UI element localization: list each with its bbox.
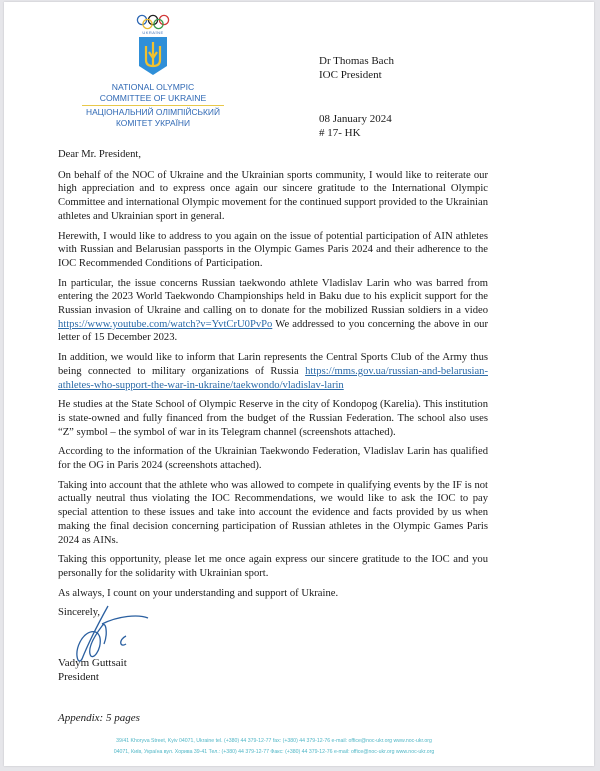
date-reference-block (319, 112, 392, 140)
org-name-ua (78, 107, 228, 128)
paragraph: He studies at the State School of Olympic Reserve in the city of Kondopog (Karelia). This institution is state-owned and fully financed from the budget of the Russian Federation. The school also uses “Z” symbol – the symbol of war in its Telegram channel (screenshots attached). (58, 399, 488, 438)
paragraph: Taking into account that the athlete who was allowed to compete in qualifying events by the IF is not actually neutral thus violating the IOC Recommendations, we would like to ask the IOC to pay special attention to these issues and take into account the evidence and facts provided by us when making the final decision concerning participation of Russian athletes in the Olympic Games Paris 2024 as AINs. (58, 479, 488, 546)
signature-area (58, 606, 488, 656)
paragraph-text: In particular, the issue concerns Russian taekwondo athlete Vladislav Larin who was barred from entering the 2023 World Taekwondo Championships held in Baku due to his explicit support for the Russian invasion of Ukraine and calling on to donate for the mobilized Russian soldiers in a video (58, 277, 488, 317)
greeting: Dear Mr. President, (58, 149, 141, 160)
paragraph: On behalf of the NOC of Ukraine and the Ukrainian sports community, I would like to reiterate our high appreciation and to express once again our sincere gratitude to the International Olympic Committee and international Olympic movement for the continued support provided to the Ukrainian athletes and Ukrainian sport in general. (58, 169, 488, 222)
org-name-en (78, 82, 228, 104)
org-name-ua-line1: НАЦІОНАЛЬНИЙ ОЛІМПІЙСЬКИЙ (86, 107, 220, 117)
logo-country-label: UKRAЇNE (142, 30, 164, 35)
handwritten-signature-icon (68, 604, 178, 664)
addressee-name: Dr Thomas Bach (319, 55, 394, 67)
letterhead-logo (78, 14, 228, 128)
paragraph-text: We addressed to you concerning the above in our letter of 15 December 2023. (58, 318, 488, 344)
org-name-en-line1: NATIONAL OLYMPIC (111, 82, 195, 92)
addressee-title: IOC President (319, 69, 382, 81)
letter-date: 08 January 2024 (319, 113, 392, 125)
paragraph: Taking this opportunity, please let me once again express our sincere gratitude to the IOC and you personally for the solidarity with Ukrainian sport. (58, 554, 488, 579)
paragraph-text: In addition, we would like to inform that Larin represents the Central Sports Club of the Army thus being connected to military organizations of Russia (58, 352, 488, 377)
trident-shield-icon (138, 36, 168, 76)
letter-page (4, 2, 594, 766)
closing: Sincerely, (58, 607, 100, 619)
paragraph: As always, I count on your understanding and support of Ukraine. (58, 587, 339, 599)
signer-title: President (58, 671, 99, 684)
letter-body (58, 148, 488, 684)
mms-gov-link[interactable]: https://mms.gov.ua/russian-and-belarusian-athletes-who-support-the-war-in-ukraine/taekwondo/vladislav-larin (58, 365, 488, 391)
footer-line-ua: 04071, Київ, Україна вул. Хорива 39-41 Тел.: (+380) 44 379-12-77 Факс: (+380) 44 379-12-76 e-mail: office@noc-ukr.org www.noc-ukr.org (113, 748, 435, 755)
footer-line-en: 39/41 Khoryva Street, Kyiv 04071, Ukraine tel. (+380) 44 379-12-77 fax: (+380) 44 379-12-76 e-mail: office@noc-ukr.org www.noc-ukr.org (116, 738, 432, 744)
gold-divider (82, 105, 224, 106)
paragraph: Herewith, I would like to address to you again on the issue of potential participation of AIN athletes with Russian and Belarusian passports in the Olympic Games Paris 2024 and their adherence to the IOC Recommended Conditions of Participation. (58, 230, 488, 269)
signer-name: Vadym Guttsait (58, 657, 127, 670)
appendix-note: Appendix: 5 pages (58, 712, 140, 724)
olympic-rings-icon (136, 14, 170, 30)
paragraph: According to the information of the Ukrainian Taekwondo Federation, Vladislav Larin has qualified for the OG in Paris 2024 (screenshots attached). (58, 446, 488, 472)
addressee-block (319, 54, 394, 82)
footer-contact (54, 736, 494, 757)
paragraph (58, 351, 488, 392)
paragraph (58, 277, 488, 346)
letter-reference: # 17- HK (319, 127, 361, 139)
youtube-link[interactable]: https://www.youtube.com/watch?v=YvtCrU0PvPo (58, 318, 273, 330)
org-name-en-line2: COMMITTEE OF UKRAINE (99, 93, 207, 103)
org-name-ua-line2: КОМІТЕТ УКРАЇНИ (116, 117, 190, 128)
